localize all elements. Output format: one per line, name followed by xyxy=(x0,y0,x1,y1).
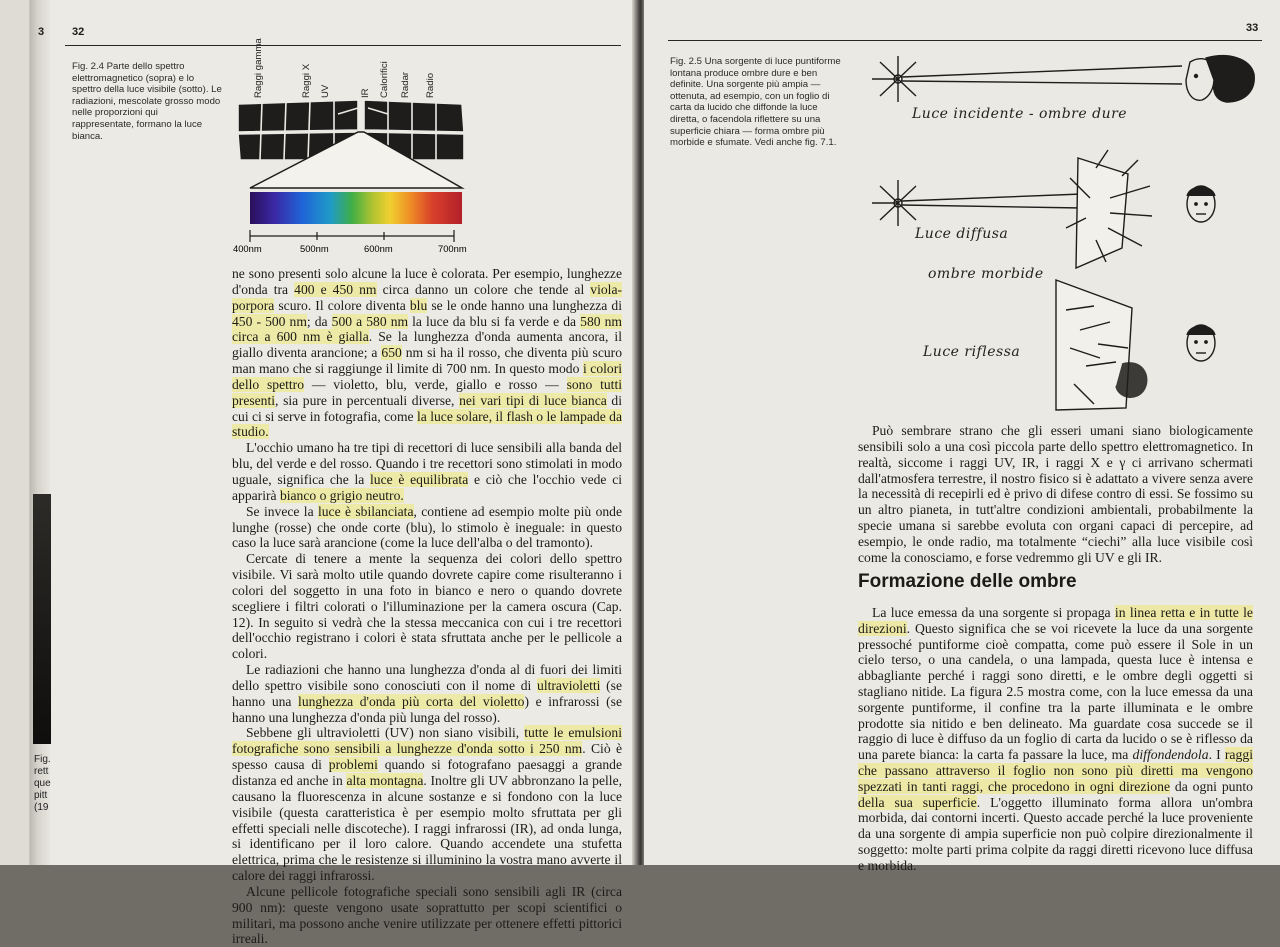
paragraph-uv-ir: Sebbene gli ultravioletti (UV) non siano visibili, tutte le emulsioni fotografiche sono sensibili a lunghezze d'onda sotto i 250 nm. Ciò è spesso causa di problemi quando si fotografano paesaggi a grande distanza ed anche in alta montagna. Inoltre gli UV abbronzano la pelle, causano la fluorescenza in alcune sostanze e si fondono con la luce visibile (questa caratteristica è per esempio molto sfruttata per gli effetti speciali nelle discoteche). I raggi infrarossi (IR), ad onda lunga, si identificano per il loro calore. Quando accendete una stufetta elettrica, prima che le resistenze si illuminino la vostra mano avverte il calore dei raggi infrarossi. xyxy=(232,725,623,884)
point-source-2 xyxy=(872,180,916,226)
note-luce-incidente: Luce incidente - ombre dure xyxy=(912,106,1128,122)
paragraph-biological-sensitivity: Può sembrare strano che gli esseri umani siano biologicamente sensibili solo a una così piccola parte dello spettro elettromagnetico. In realtà, siccome i raggi UV, IR, i raggi X e γ ci arrivano schermati dall'atmosfera terrestre, il nostro fisico si è adattato a vivere senza avere la necessità di recepirli ed è privo di difese contro di essi. Se fossimo su un altro pianeta, in tutt'altre condizioni ambientali, probabilmente la specie umana si sarebbe evoluta con organi capaci di percepire, ad esempio, le onde radio, ma totalmente “ciechi” alla luce visibile così come la conosciamo, e forse vedremmo gli UV e gli IR. xyxy=(858,423,1253,565)
right-body-text-bottom xyxy=(858,605,1253,874)
right-body-text-top xyxy=(858,423,1253,566)
tick-700nm: 700nm xyxy=(438,243,467,254)
paragraph-eye-receptors: L'occhio umano ha tre tipi di recettori di luce sensibili alla banda del blu, del verde e del rosso. Quando i tre recettori sono stimolati in modo uguale, significa che la luce è equilibrata e ciò che l'occhio vede ci apparirà bianco o grigio neutro. xyxy=(232,440,622,503)
label-uv: UV xyxy=(320,84,331,98)
section-heading: Formazione delle ombre xyxy=(858,571,1077,592)
figure-2-5-caption: Fig. 2.5 Una sorgente di luce puntiforme lontana produce ombre dure e ben definite. Una sorgente più ampia — ottenuta, ad esempio, con un foglio di carta da lucido che diffonde la luce diretta, o facendola riflettere su una superficie chiara — forma ombre più morbide e sfumate. Vedi anche fig. 7.1. xyxy=(670,56,841,149)
left-body-text xyxy=(232,266,622,947)
point-source-1 xyxy=(872,56,916,102)
right-header-rule xyxy=(668,40,1262,41)
paragraph-color-sequence: Cercate di tenere a mente la sequenza dei colori dello spettro visibile. Vi sarà molto utile quando dovrete capire come risulteranno i colori del soggetto in una foto in bianco e nero o quando dovrete scegliere i filtri colorati o l'illuminazione per la camera oscura (Cap. 12). In seguito si vedrà che la stessa meccanica con cui i tre recettori dell'occhio registrano i colori è stata sfruttata anche per le pellicole a colori. xyxy=(232,551,622,662)
right-page-number: 33 xyxy=(1246,22,1259,34)
face-hard-shadow xyxy=(1186,56,1254,102)
underlying-photo-strip xyxy=(33,494,51,744)
tick-500nm: 500nm xyxy=(300,243,329,254)
figure-2-4-caption: Fig. 2.4 Parte dello spettro elettromagnetico (sopra) e lo spettro della luce visibile (sotto). Le radiazioni, mescolate grosso modo nelle proporzioni qui rappresentate, formano la luce bianca. xyxy=(72,61,222,142)
note-ombre-morbide: ombre morbide xyxy=(928,266,1044,282)
tracing-paper-screen xyxy=(1066,150,1152,268)
paragraph-light-propagation: La luce emessa da una sorgente si propaga in linea retta e in tutte le direzioni. Questo significa che se voi ricevete la luce da una sorgente pressoché puntiforme cioè compatta, come può essere il Sole in un cielo terso, o una candela, o una lampada, questa luce è intensa e abbagliante perché i raggi sono diretti, e le ombre degli oggetti si stagliano nitide. La figura 2.5 mostra come, con la luce emessa da una sorgente puntiforme, il confine tra la parte illuminata e le ombre prodotte sia nitido e ben delineato. Ma guardate cosa succede se il raggio di luce è diffuso da un foglio di carta da lucido o se è riflesso da una parete bianca: la carta fa passare la luce, ma diffondendola. I raggi che passano attraverso il foglio non sono più diretti ma vengono spezzati in tanti raggi, che procedono in ogni direzione da ogni punto della sua superficie. L'oggetto illuminato forma allora un'ombra morbida, dai contorni incerti. Questo accade perché la luce proveniente da una sorgente di ampia superficie non può colpire direzionalmente il soggetto: molte parti prima colpite da raggi diretti ricevono luce diffusa e morbida. xyxy=(858,605,1253,873)
spectrum-figure xyxy=(228,38,478,258)
visible-spectrum-band xyxy=(250,192,462,224)
label-calorifici: Calorifici xyxy=(379,61,390,98)
label-raggi-gamma: Raggi gamma xyxy=(253,38,264,98)
paragraph-spectrum-colors: ne sono presenti solo alcune la luce è colorata. Per esempio, lunghezze d'onda tra 400 e 450 nm circa danno un colore che tende al viola-porpora scuro. Il colore diventa blu se le onde hanno una lunghezza di 450 - 500 nm; da 500 a 580 nm la luce da blu si fa verde e da 580 nm circa a 600 nm è gialla. Se la lunghezza d'onda aumenta ancora, il giallo diventa arancione; a 650 nm si ha il rosso, che diventa più scuro man mano che si raggiunge il limite di 700 nm. In questo modo i colori dello spettro — violetto, blu, verde, giallo e rosso — sono tutti presenti, sia pure in percentuali diverse, nei vari tipi di luce bianca di cui ci si serve in fotografia, come la luce solare, il flash o le lampade da studio. xyxy=(232,266,623,440)
face-soft-shadow xyxy=(1187,186,1215,222)
nm-scale xyxy=(250,230,454,242)
left-header-rule xyxy=(65,45,621,46)
left-page-number: 32 xyxy=(72,26,85,38)
underlying-caption-fragment: Fig. rett que pitt (19 xyxy=(34,754,51,813)
tick-400nm: 400nm xyxy=(233,243,262,254)
face-reflected-light xyxy=(1187,325,1215,361)
reflector-panel xyxy=(1056,280,1147,410)
note-luce-diffusa: Luce diffusa xyxy=(915,226,1009,242)
paragraph-unbalanced-light: Se invece la luce è sbilanciata, contiene ad esempio molte più onde lunghe (rosse) che onde corte (blu), lo stimolo è ineguale: in questo caso la luce sarà arancione (come la luce dell'alba o del tramonto). xyxy=(232,503,622,551)
underlying-page-edge xyxy=(0,0,30,865)
label-ir: IR xyxy=(360,88,371,98)
label-raggi-x: Raggi X xyxy=(301,63,312,98)
paragraph-ir-films: Alcune pellicole fotografiche speciali sono sensibili agli IR (circa 900 nm): queste vengono usate soprattutto per scopi scientifici o militari, ma possono anche venire utilizzate per ottenere effetti pittorici irreali. xyxy=(232,883,622,947)
outer-page-number: 3 xyxy=(38,26,45,38)
label-radio: Radio xyxy=(425,72,436,98)
paragraph-invisible-radiation: Le radiazioni che hanno una lunghezza d'onda al di fuori dei limiti dello spettro visibile sono conosciuti con il nome di ultravioletti (se hanno una lunghezza d'onda più corta del violetto) e infrarossi (se hanno una lunghezza d'onda più lunga del rosso). xyxy=(232,662,623,725)
note-luce-riflessa: Luce riflessa xyxy=(923,344,1021,360)
label-radar: Radar xyxy=(400,71,411,98)
tick-600nm: 600nm xyxy=(364,243,393,254)
